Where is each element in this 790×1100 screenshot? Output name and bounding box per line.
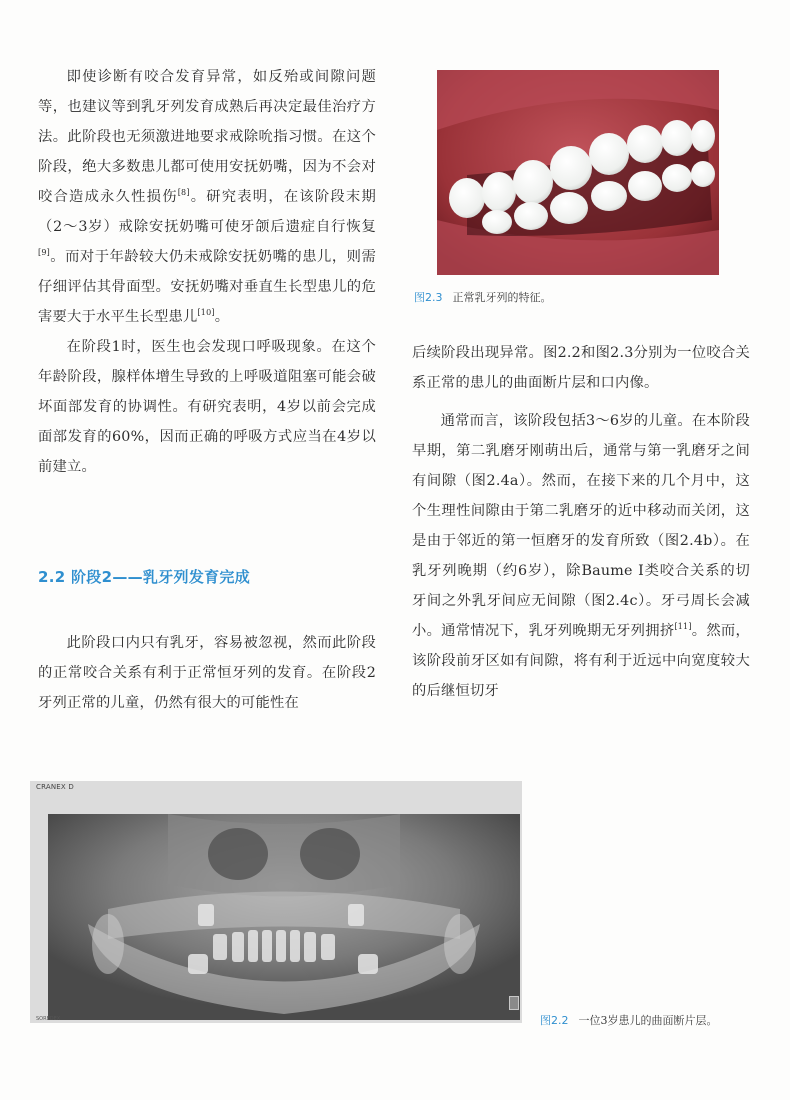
text-run: 。 bbox=[214, 309, 230, 325]
section-heading: 2.2 阶段2——乳牙列发育完成 bbox=[38, 568, 251, 586]
xray-marker bbox=[509, 996, 519, 1010]
right-column bbox=[412, 338, 750, 706]
paragraph-continuation: 后续阶段出现异常。图2.2和图2.3分别为一位咬合关系正常的患儿的曲面断片层和口内像。 bbox=[412, 345, 750, 391]
text-run: 。研究表明，在该阶段末期（2～3岁）戒除安抚奶嘴可使牙颌后遗症自行恢复 bbox=[38, 189, 376, 235]
left-column bbox=[38, 62, 376, 482]
figure-2-2-caption bbox=[540, 1012, 718, 1028]
citation-10: [10] bbox=[197, 308, 215, 317]
panoramic-xray bbox=[30, 781, 522, 1023]
xray-machine-label: CRANEX D bbox=[36, 783, 74, 791]
figure-number: 图2.2 bbox=[540, 1014, 569, 1027]
paragraph-stage2-details bbox=[412, 406, 750, 706]
figure-caption-text: 正常乳牙列的特征。 bbox=[452, 291, 552, 304]
text-run: 即使诊断有咬合发育异常，如反殆或间隙问题等，也建议等到乳牙列发育成熟后再决定最佳治疗方法。此阶段也无须激进地要求戒除吮指习惯。在这个阶段，绝大多数患儿都可使用安抚奶嘴，因为不会对咬合造成永久性损伤 bbox=[38, 69, 376, 205]
citation-11: [11] bbox=[674, 622, 692, 631]
xray-footer-text: SOREDEX bbox=[36, 1016, 61, 1022]
xray-film bbox=[48, 814, 520, 1020]
citation-9: [9] bbox=[38, 248, 50, 257]
paragraph-mouth-breathing: 在阶段1时，医生也会发现口呼吸现象。在这个年龄阶段，腺样体增生导致的上呼吸道阻塞可能会破坏面部发育的协调性。有研究表明，4岁以前会完成面部发育的60%，因而正确的呼吸方式应当在4岁以前建立。 bbox=[38, 339, 376, 475]
figure-number: 图2.3 bbox=[414, 291, 443, 304]
intraoral-photo bbox=[437, 70, 719, 275]
figure-2-3-caption bbox=[414, 289, 552, 305]
text-run: 。而对于年龄较大仍未戒除安抚奶嘴的患儿，则需仔细评估其骨面型。安抚奶嘴对垂直生长型患儿的危害要大于水平生长型患儿 bbox=[38, 249, 376, 325]
section-body bbox=[38, 628, 376, 718]
text-run: 。然而，该阶段前牙区如有间隙，将有利于近远中向宽度较大的后继恒切牙 bbox=[412, 623, 750, 699]
intraoral-photo-drawing bbox=[437, 70, 719, 275]
text-run: 通常而言，该阶段包括3～6岁的儿童。在本阶段早期，第二乳磨牙刚萌出后，通常与第一乳磨牙之间有间隙（图2.4a）。然而，在接下来的几个月中，这个生理性间隙由于第二乳磨牙的近中移动而关闭，这是由于邻近的第一恒磨牙的发育所致（图2.4b）。在乳牙列晚期（约6岁），除Baume Ⅰ类咬合关系的切牙间之外乳牙间应无间隙（图2.4c）。牙弓周长会减小。通常情况下，乳牙列晚期无牙列拥挤 bbox=[412, 413, 750, 639]
figure-caption-text: 一位3岁患儿的曲面断片层。 bbox=[578, 1014, 718, 1027]
xray-drawing bbox=[48, 814, 520, 1020]
paragraph-stage2-intro: 此阶段口内只有乳牙，容易被忽视，然而此阶段的正常咬合关系有利于正常恒牙列的发育。在阶段2牙列正常的儿童，仍然有很大的可能性在 bbox=[38, 635, 376, 711]
paragraph-pacifier bbox=[38, 62, 376, 332]
citation-8: [8] bbox=[177, 188, 190, 197]
